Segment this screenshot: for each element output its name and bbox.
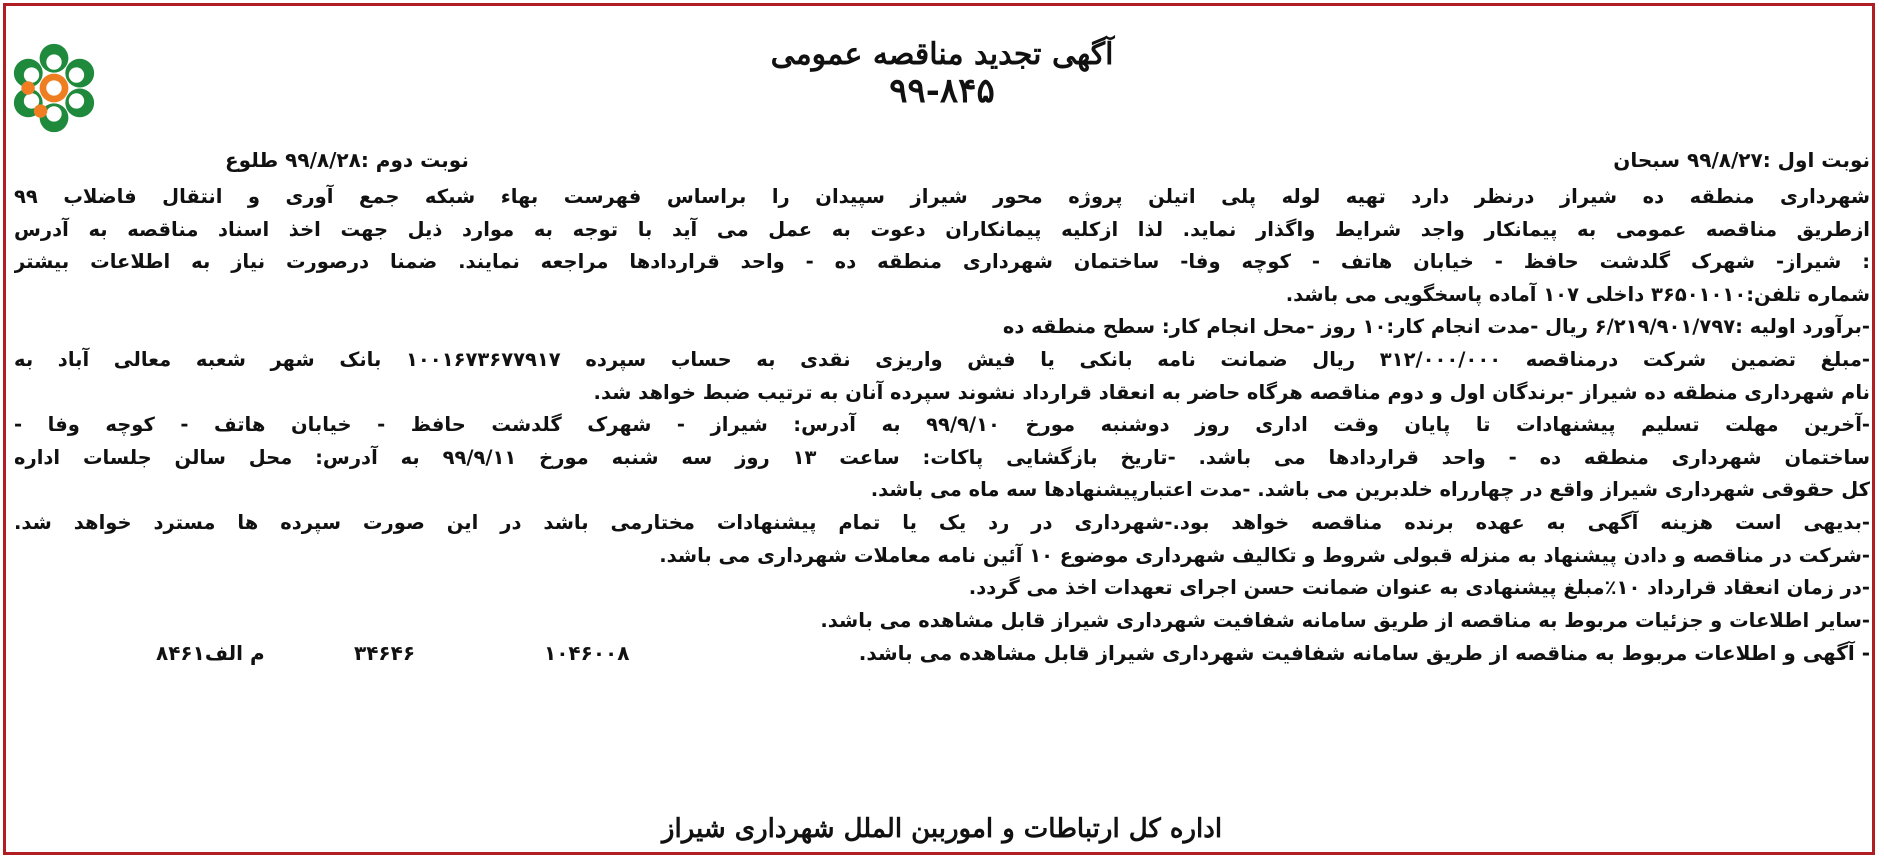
body-line: -در زمان انعقاد قرارداد ۱۰٪مبلغ پیشنهادی به عنوان ضمانت حسن اجرای تعهدات اخذ می گردد. [968, 576, 1870, 600]
publication-turns [225, 148, 1870, 178]
body-line: -مبلغ تضمین شرکت درمناقصه ۳۱۲/۰۰۰/۰۰۰ ریال ضمانت نامه بانکی یا فیش واریزی نقدی به حساب سپرده ۱۰۰۱۶۷۳۶۷۷۹۱۷ بانک شهر شعبه معالی آباد به [14, 347, 1870, 371]
body-line: -سایر اطلاعات و جزئیات مربوط به مناقصه از طریق سامانه شفافیت شهرداری شیراز قابل مشاهده می باشد. [820, 608, 1870, 632]
last-line [14, 637, 1870, 669]
body-line: -آخرین مهلت تسلیم پیشنهادات تا پایان وقت اداری روز دوشنبه مورخ ۹۹/۹/۱۰ به آدرس: شیراز - شهرک گلدشت حافظ - خیابان هاتف - کوچه وفا - [14, 413, 1870, 437]
body-line: : شیراز- شهرک گلدشت حافظ - خیابان هاتف - کوچه وفا- ساختمان شهرداری منطقه ده - واحد قراردادها مراجعه نمایند. ضمنا درصورت نیاز به اطلاعات بیشتر [14, 250, 1870, 274]
body-line: شهرداری منطقه ده شیراز درنظر دارد تهیه لوله پلی اتیلن پروژه محور شیراز سپیدان را براساس فهرست بهاء شبکه جمع آوری و انتقال فاضلاب ۹۹ [14, 185, 1870, 208]
body-line: نام شهرداری منطقه ده شیراز -برندگان اول و دوم مناقصه هرگاه حاضر به انعقاد قرارداد نشوند سپرده آنان به ترتیب ضبط خواهد شد. [593, 380, 1870, 404]
tender-number: ۹۹-۸۴۵ [889, 71, 995, 111]
body-line: -شرکت در مناقصه و دادن پیشنهاد به منزله قبولی شروط و تکالیف شهرداری موضوع ۱۰ آئین نامه معاملات شهرداری می باشد. [659, 543, 1870, 567]
code-3: م الف۸۴۶۱ [156, 641, 265, 666]
body-line: - آگهی و اطلاعات مربوط به مناقصه از طریق سامانه شفافیت شهرداری شیراز قابل مشاهده می باشد. [858, 641, 1870, 666]
issuer-footer: اداره کل ارتباطات و امورببن الملل شهرداری شیراز [661, 814, 1223, 844]
code-1: ۱۰۴۶۰۰۸ [544, 641, 630, 666]
body-line: کل حقوقی شهرداری شیراز واقع در چهارراه خلدبرین می باشد. -مدت اعتبارپیشنهادها سه ماه می باشد. [870, 478, 1870, 502]
notice-title: آگهی تجدید مناقصه عمومی [770, 37, 1114, 72]
body-line: -برآورد اولیه :۶/۲۱۹/۹۰۱/۷۹۷ ریال -مدت انجام کار:۱۰ روز -محل انجام کار: سطح منطقه ده [1002, 315, 1870, 339]
code-2: ۳۴۶۴۶ [354, 641, 416, 666]
body-line: -بدیهی است هزینه آگهی به عهده برنده مناقصه خواهد بود.-شهرداری در رد یک یا تمام پیشنهادات مختارمی باشد در این صورت سپرده ها مسترد خواهد شد. [14, 510, 1870, 534]
first-turn: نوبت اول :۹۹/۸/۲۷ سبحان [1613, 148, 1870, 172]
body-line: ساختمان شهرداری منطقه ده - واحد قراردادها می باشد. -تاریخ بازگشایی پاکات: ساعت ۱۳ روز سه شنبه مورخ ۹۹/۹/۱۱ به آدرس: محل سالن جلسات اداره [14, 445, 1870, 469]
body-line: شماره تلفن:۳۶۵۰۱۰۱۰ داخلی ۱۰۷ آماده پاسخگویی می باشد. [1285, 282, 1870, 306]
second-turn: نوبت دوم :۹۹/۸/۲۸ طلوع [225, 148, 469, 172]
notice-body [14, 181, 1870, 669]
body-line: ازطریق مناقصه عمومی به پیمانکار واجد شرایط واگذار نماید. لذا ازکلیه پیمانکاران دعوت به عمل می آید با توجه به موارد ذیل جهت اخذ اسناد مناقصه به آدرس [14, 217, 1870, 241]
notice-header [0, 38, 1884, 110]
